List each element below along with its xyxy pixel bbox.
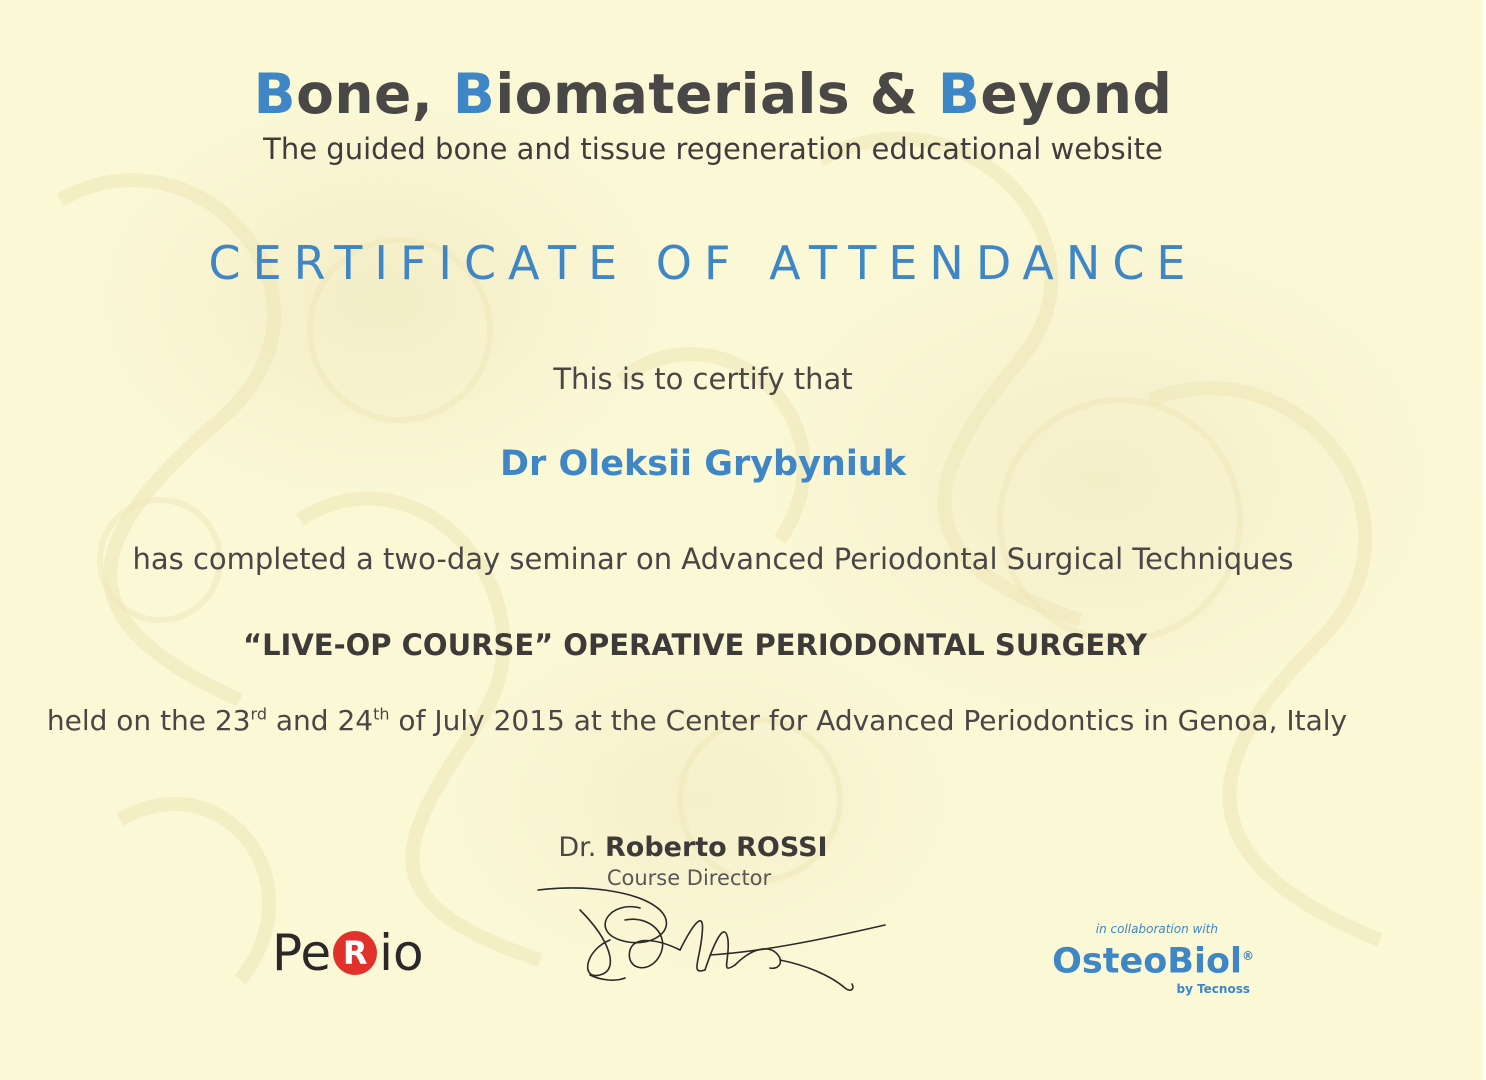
certificate-heading: CERTIFICATE OF ATTENDANCE <box>208 236 1198 290</box>
held-prefix: held on the 23 <box>46 704 251 737</box>
recipient-name: Dr Oleksii Grybyniuk <box>499 444 907 484</box>
course-title: “LIVE-OP COURSE” OPERATIVE PERIODONTAL SURGERY <box>243 628 1147 662</box>
perio-logo <box>272 918 424 988</box>
title-cap-1: B <box>253 62 297 126</box>
osteobiol-logo <box>1040 922 1270 996</box>
director-prefix: Dr. <box>558 832 597 863</box>
perio-logo-before: Pe <box>272 924 332 982</box>
held-sup-1: rd <box>250 704 267 724</box>
title-rest-1: one, <box>296 62 453 126</box>
title-rest-3: eyond <box>980 62 1173 126</box>
osteobiol-collab-text: in collaboration with <box>1095 922 1218 936</box>
title-rest-2: iomaterials & <box>495 62 938 126</box>
osteobiol-brand-name: OsteoBiol <box>1052 941 1242 982</box>
title-cap-3: B <box>937 62 981 126</box>
site-title <box>0 62 1426 126</box>
held-sup-2: th <box>373 704 390 724</box>
director-name <box>0 832 1386 863</box>
site-subtitle: The guided bone and tissue regeneration educational website <box>263 132 1163 166</box>
scan-edge <box>1480 0 1486 1080</box>
completed-line: has completed a two-day seminar on Advanced Periodontal Surgical Techniques <box>132 542 1294 576</box>
osteobiol-reg-mark: ® <box>1242 949 1254 963</box>
osteobiol-brand <box>1040 936 1270 982</box>
title-cap-2: B <box>452 62 496 126</box>
held-suffix: of July 2015 at the Center for Advanced Periodontics in Genoa, Italy <box>389 704 1348 737</box>
perio-logo-after: io <box>379 924 424 982</box>
director-signature <box>530 880 900 1000</box>
perio-logo-circle: R <box>333 931 377 975</box>
director-role: Course Director <box>606 866 772 890</box>
osteobiol-by-text: by Tecnoss <box>1176 981 1250 996</box>
director-full-name: Roberto ROSSI <box>604 832 828 863</box>
certify-line: This is to certify that <box>553 362 853 396</box>
held-line <box>0 704 1394 737</box>
held-middle: and 24 <box>267 704 374 737</box>
